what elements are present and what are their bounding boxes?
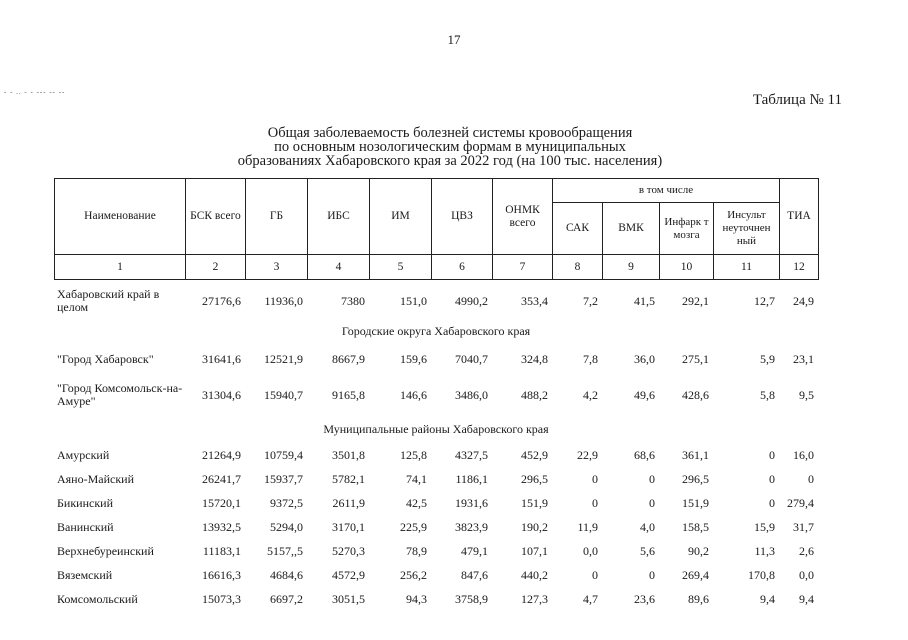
row-value: 15937,7 — [264, 471, 303, 486]
table-row — [54, 467, 818, 491]
row-value: 12521,9 — [264, 351, 303, 366]
col-number: 2 — [186, 255, 246, 280]
row-value: 27176,6 — [202, 293, 241, 308]
table-row — [54, 539, 818, 563]
row-name: Комсомольский — [57, 591, 138, 606]
col-header-tia: ТИА — [780, 179, 819, 255]
row-value: 7,8 — [583, 351, 598, 366]
col-number: 3 — [246, 255, 308, 280]
row-value: 225,9 — [400, 519, 427, 534]
row-value: 0 — [769, 447, 775, 462]
row-name: Верхнебуреинский — [57, 543, 154, 558]
row-value: 16,0 — [793, 447, 814, 462]
row-value: 11,3 — [754, 543, 775, 558]
row-value: 0 — [649, 495, 655, 510]
row-value: 125,8 — [400, 447, 427, 462]
row-value: 170,8 — [748, 567, 775, 582]
row-value: 16616,3 — [202, 567, 241, 582]
row-value: 10759,4 — [264, 447, 303, 462]
row-value: 275,1 — [682, 351, 709, 366]
row-value: 2611,9 — [332, 495, 365, 510]
row-value: 9372,5 — [270, 495, 303, 510]
row-value: 0 — [592, 567, 598, 582]
row-value: 488,2 — [521, 387, 548, 402]
table-row — [54, 283, 818, 319]
row-value: 36,0 — [634, 351, 655, 366]
row-value: 256,2 — [400, 567, 427, 582]
title-line: по основным нозологическим формам в муниципальных — [274, 139, 626, 155]
table-row — [54, 515, 818, 539]
row-value: 0 — [649, 471, 655, 486]
row-name: Аяно-Майский — [57, 471, 135, 486]
col-number: 8 — [553, 255, 603, 280]
row-value: 296,5 — [521, 471, 548, 486]
table-row — [54, 587, 818, 611]
row-value: 78,9 — [406, 543, 427, 558]
row-value: 1931,6 — [455, 495, 488, 510]
row-value: 42,5 — [406, 495, 427, 510]
row-value: 428,6 — [682, 387, 709, 402]
row-value: 89,6 — [688, 591, 709, 606]
section-title: Городские округа Хабаровского края — [341, 323, 531, 338]
row-value: 26241,7 — [202, 471, 241, 486]
row-value: 3823,9 — [455, 519, 488, 534]
table-label: Таблица № 11 — [752, 92, 842, 108]
row-name: "Город Комсомольск-на-Амуре" — [57, 381, 183, 408]
row-value: 3486,0 — [455, 387, 488, 402]
row-value: 0 — [649, 567, 655, 582]
row-value: 4572,9 — [332, 567, 365, 582]
row-value: 23,6 — [634, 591, 655, 606]
row-value: 353,4 — [521, 293, 548, 308]
table-row — [54, 343, 818, 375]
row-value: 107,1 — [521, 543, 548, 558]
row-value: 24,9 — [793, 293, 814, 308]
col-header-bsk: БСК всего — [186, 179, 246, 255]
col-number: 9 — [603, 255, 660, 280]
row-value: 0 — [808, 471, 814, 486]
row-value: 9,5 — [799, 387, 814, 402]
row-value: 9,4 — [799, 591, 814, 606]
row-value: 4,2 — [583, 387, 598, 402]
table-title — [150, 126, 750, 168]
row-value: 2,6 — [799, 543, 814, 558]
data-table-body — [54, 283, 818, 611]
row-value: 49,6 — [634, 387, 655, 402]
row-value: 452,9 — [521, 447, 548, 462]
row-value: 5,9 — [760, 351, 775, 366]
row-value: 296,5 — [682, 471, 709, 486]
row-value: 0,0 — [583, 543, 598, 558]
row-name: Бикинский — [57, 495, 113, 510]
col-header-sak: САК — [553, 203, 603, 255]
row-value: 15720,1 — [202, 495, 241, 510]
col-number: 12 — [780, 255, 819, 280]
col-number: 1 — [55, 255, 186, 280]
row-name: "Город Хабаровск" — [57, 351, 154, 366]
section-header-row — [54, 319, 818, 343]
col-number: 10 — [660, 255, 714, 280]
col-number: 4 — [308, 255, 370, 280]
row-value: 440,2 — [521, 567, 548, 582]
row-value: 1186,1 — [455, 471, 488, 486]
page-number: 17 — [447, 32, 461, 47]
row-value: 361,1 — [682, 447, 709, 462]
table-row — [54, 443, 818, 467]
row-value: 31641,6 — [202, 351, 241, 366]
col-header-im: ИМ — [370, 179, 432, 255]
row-value: 151,9 — [521, 495, 548, 510]
row-value: 0 — [592, 471, 598, 486]
row-value: 3051,5 — [332, 591, 365, 606]
row-value: 146,6 — [400, 387, 427, 402]
scan-artifact-marks: - - .. - - --- -- -- — [4, 88, 66, 96]
row-value: 324,8 — [521, 351, 548, 366]
row-name: Амурский — [57, 447, 110, 462]
row-value: 21264,9 — [202, 447, 241, 462]
col-header-gb: ГБ — [246, 179, 308, 255]
row-value: 8667,9 — [332, 351, 365, 366]
col-header-onmk: ОНМК всего — [493, 179, 553, 255]
row-value: 9165,8 — [332, 387, 365, 402]
row-value: 90,2 — [688, 543, 709, 558]
col-number: 11 — [714, 255, 780, 280]
col-header-name: Наименование — [55, 179, 186, 255]
col-header-vmk: ВМК — [603, 203, 660, 255]
row-value: 3170,1 — [332, 519, 365, 534]
row-value: 3501,8 — [332, 447, 365, 462]
row-value: 15940,7 — [264, 387, 303, 402]
row-value: 74,1 — [406, 471, 427, 486]
row-value: 151,0 — [400, 293, 427, 308]
row-value: 0 — [769, 471, 775, 486]
col-header-ibs: ИБС — [308, 179, 370, 255]
title-line: образованиях Хабаровского края за 2022 год (на 100 тыс. населения) — [237, 153, 663, 169]
row-value: 22,9 — [577, 447, 598, 462]
section-header-row — [54, 415, 818, 443]
row-value: 279,4 — [787, 495, 814, 510]
row-value: 23,1 — [793, 351, 814, 366]
row-name: Хабаровский край в целом — [57, 287, 160, 314]
row-value: 7040,7 — [455, 351, 488, 366]
row-value: 11936,0 — [264, 293, 303, 308]
table-row — [54, 491, 818, 515]
row-value: 12,7 — [754, 293, 775, 308]
row-value: 4684,6 — [270, 567, 303, 582]
row-name: Вяземский — [57, 567, 113, 582]
row-value: 5157,,5 — [267, 543, 303, 558]
table-row — [54, 563, 818, 587]
row-value: 159,6 — [400, 351, 427, 366]
row-value: 190,2 — [521, 519, 548, 534]
col-number: 5 — [370, 255, 432, 280]
row-value: 847,6 — [461, 567, 488, 582]
row-value: 68,6 — [634, 447, 655, 462]
row-value: 4327,5 — [455, 447, 488, 462]
row-value: 41,5 — [634, 293, 655, 308]
row-value: 11,9 — [577, 519, 598, 534]
row-value: 151,9 — [682, 495, 709, 510]
table-row — [54, 375, 818, 415]
row-value: 9,4 — [760, 591, 775, 606]
row-value: 0,0 — [799, 567, 814, 582]
row-value: 5,8 — [760, 387, 775, 402]
row-value: 4,7 — [583, 591, 598, 606]
title-line: Общая заболеваемость болезней системы кровообращения — [267, 125, 633, 141]
row-value: 94,3 — [406, 591, 427, 606]
row-value: 4990,2 — [455, 293, 488, 308]
row-value: 5782,1 — [332, 471, 365, 486]
row-value: 127,3 — [521, 591, 548, 606]
col-number: 7 — [493, 255, 553, 280]
row-value: 15,9 — [754, 519, 775, 534]
row-value: 269,4 — [682, 567, 709, 582]
row-value: 13932,5 — [202, 519, 241, 534]
row-value: 6697,2 — [270, 591, 303, 606]
row-value: 4,0 — [640, 519, 655, 534]
row-value: 0 — [769, 495, 775, 510]
col-header-in-that: в том числе — [553, 179, 780, 203]
row-value: 5,6 — [640, 543, 655, 558]
col-header-stroke: Инсульт неуточнен ный — [714, 203, 780, 255]
row-value: 15073,3 — [202, 591, 241, 606]
row-value: 479,1 — [461, 543, 488, 558]
col-header-infarct: Инфарк т мозга — [660, 203, 714, 255]
row-value: 292,1 — [682, 293, 709, 308]
section-title: Муниципальные районы Хабаровского края — [323, 421, 549, 436]
row-name: Ванинский — [57, 519, 114, 534]
col-header-cvz: ЦВЗ — [432, 179, 493, 255]
col-number: 6 — [432, 255, 493, 280]
row-value: 158,5 — [682, 519, 709, 534]
row-value: 31,7 — [793, 519, 814, 534]
row-value: 3758,9 — [455, 591, 488, 606]
row-value: 7380 — [341, 293, 365, 308]
row-value: 5294,0 — [270, 519, 303, 534]
row-value: 11183,1 — [202, 543, 241, 558]
table-header — [54, 178, 819, 280]
row-value: 31304,6 — [202, 387, 241, 402]
row-value: 7,2 — [583, 293, 598, 308]
row-value: 0 — [592, 495, 598, 510]
row-value: 5270,3 — [332, 543, 365, 558]
